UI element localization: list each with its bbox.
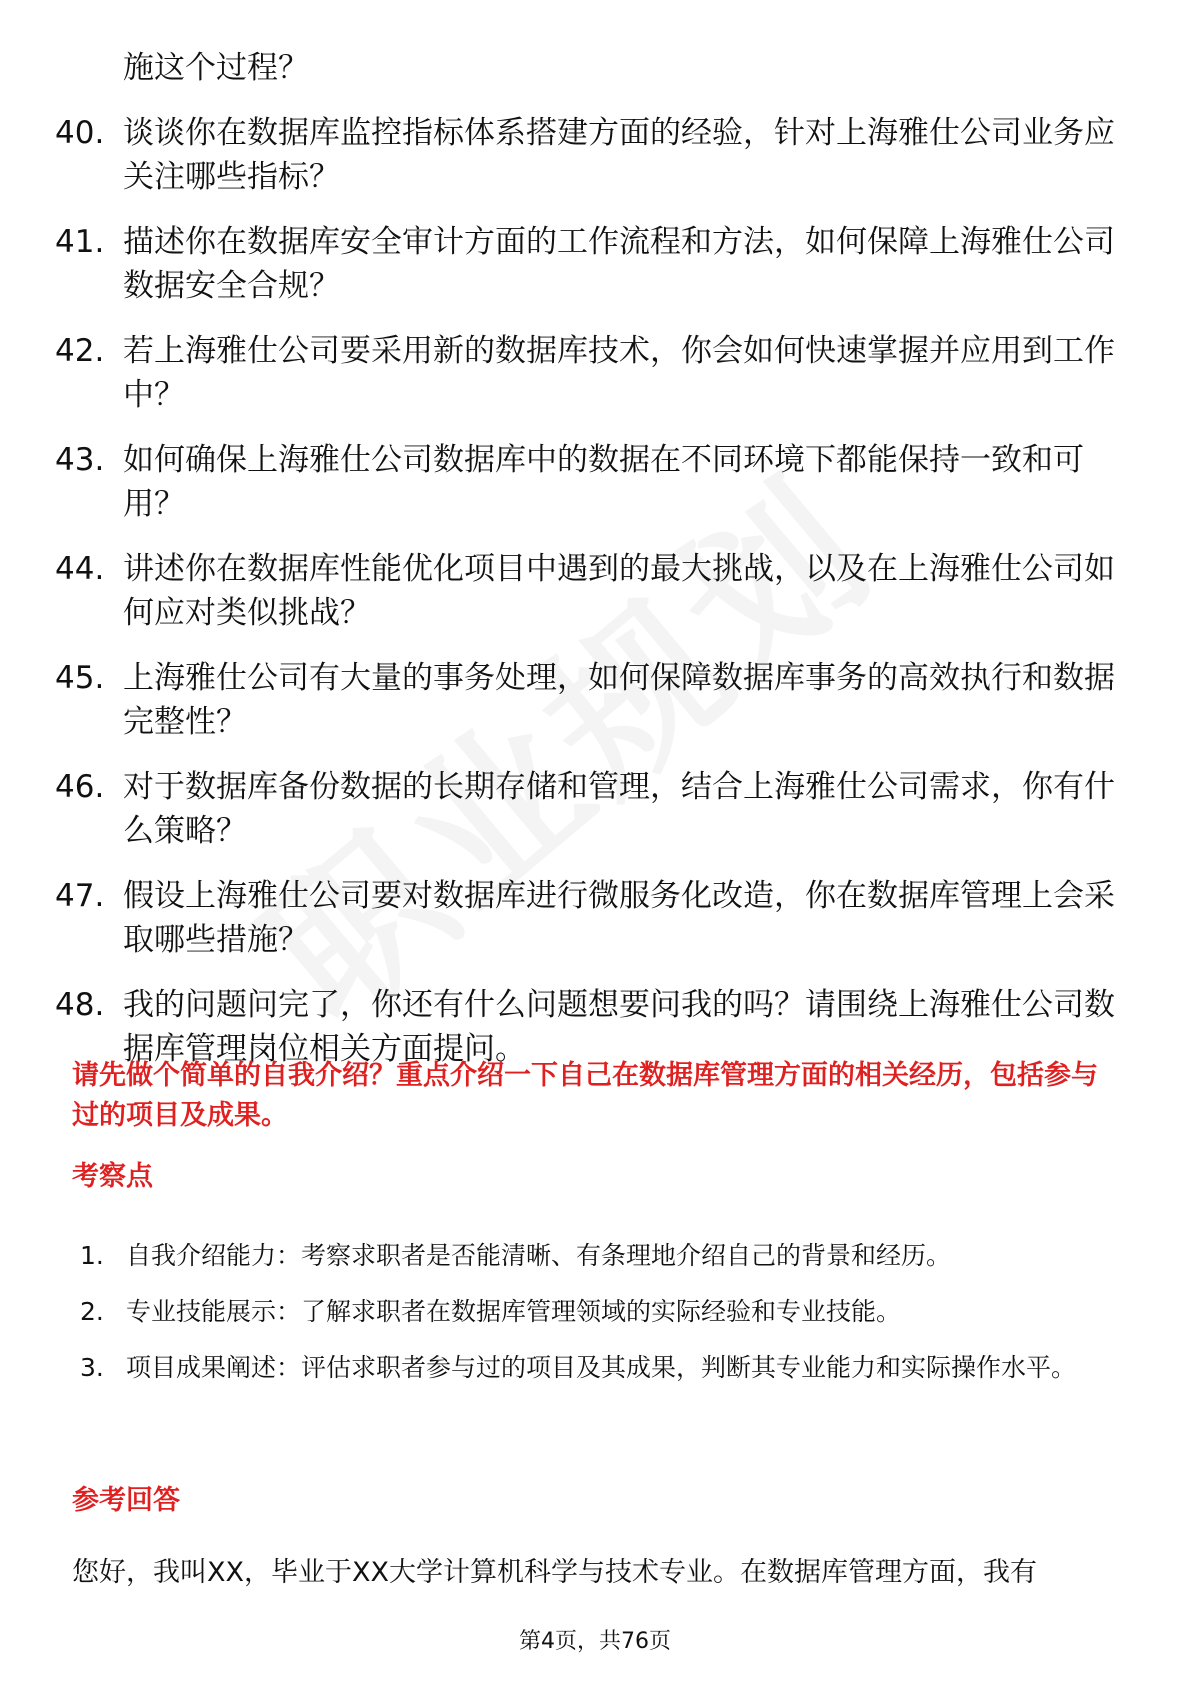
question-item bbox=[55, 438, 1125, 526]
question-text: 对于数据库备份数据的长期存储和管理，结合上海雅仕公司需求，你有什么策略？ bbox=[123, 769, 1115, 849]
question-item bbox=[55, 329, 1125, 417]
question-number bbox=[55, 46, 123, 90]
question-number: 48. bbox=[55, 987, 105, 1023]
question-number: 46. bbox=[55, 769, 105, 805]
eval-number: 1. bbox=[80, 1241, 104, 1270]
eval-item bbox=[80, 1228, 1125, 1284]
question-text: 如何确保上海雅仕公司数据库中的数据在不同环境下都能保持一致和可用？ bbox=[123, 442, 1084, 522]
eval-heading: 考察点 bbox=[72, 1161, 153, 1192]
answer-heading: 参考回答 bbox=[72, 1485, 180, 1516]
eval-number: 3. bbox=[80, 1353, 104, 1382]
question-text: 谈谈你在数据库监控指标体系搭建方面的经验，针对上海雅仕公司业务应关注哪些指标？ bbox=[123, 115, 1115, 195]
question-item bbox=[55, 765, 1125, 853]
question-text: 描述你在数据库安全审计方面的工作流程和方法，如何保障上海雅仕公司数据安全合规？ bbox=[123, 224, 1115, 304]
question-item bbox=[55, 111, 1125, 199]
question-number: 47. bbox=[55, 878, 105, 914]
question-text: 施这个过程？ bbox=[123, 50, 309, 86]
question-number: 45. bbox=[55, 660, 105, 696]
answer-text: 您好，我叫XX，毕业于XX大学计算机科学与技术专业。在数据库管理方面，我有 bbox=[72, 1557, 1037, 1588]
question-text: 若上海雅仕公司要采用新的数据库技术，你会如何快速掌握并应用到工作中？ bbox=[123, 333, 1115, 413]
question-list bbox=[55, 46, 1125, 1092]
eval-text: 项目成果阐述：评估求职者参与过的项目及其成果，判断其专业能力和实际操作水平。 bbox=[126, 1353, 1077, 1382]
question-number: 42. bbox=[55, 333, 105, 369]
question-item bbox=[55, 46, 1125, 90]
question-text: 讲述你在数据库性能优化项目中遇到的最大挑战，以及在上海雅仕公司如何应对类似挑战？ bbox=[123, 551, 1115, 631]
eval-number: 2. bbox=[80, 1297, 104, 1326]
page-footer: 第4页，共76页 bbox=[519, 1629, 671, 1654]
question-text: 假设上海雅仕公司要对数据库进行微服务化改造，你在数据库管理上会采取哪些措施？ bbox=[123, 878, 1115, 958]
question-item bbox=[55, 874, 1125, 962]
eval-list bbox=[80, 1228, 1125, 1396]
question-number: 40. bbox=[55, 115, 105, 151]
question-item bbox=[55, 547, 1125, 635]
eval-item bbox=[80, 1284, 1125, 1340]
question-number: 43. bbox=[55, 442, 105, 478]
featured-question: 请先做个简单的自我介绍？重点介绍一下自己在数据库管理方面的相关经历，包括参与过的项目及成果。 bbox=[72, 1060, 1098, 1131]
question-item bbox=[55, 220, 1125, 308]
eval-text: 自我介绍能力：考察求职者是否能清晰、有条理地介绍自己的背景和经历。 bbox=[126, 1241, 952, 1270]
question-number: 44. bbox=[55, 551, 105, 587]
question-item bbox=[55, 656, 1125, 744]
question-text: 上海雅仕公司有大量的事务处理，如何保障数据库事务的高效执行和数据完整性？ bbox=[123, 660, 1115, 740]
eval-text: 专业技能展示：了解求职者在数据库管理领域的实际经验和专业技能。 bbox=[126, 1297, 902, 1326]
question-number: 41. bbox=[55, 224, 105, 260]
eval-item bbox=[80, 1340, 1125, 1396]
question-text: 我的问题问完了，你还有什么问题想要问我的吗？请围绕上海雅仕公司数据库管理岗位相关方面提问。 bbox=[123, 987, 1115, 1067]
